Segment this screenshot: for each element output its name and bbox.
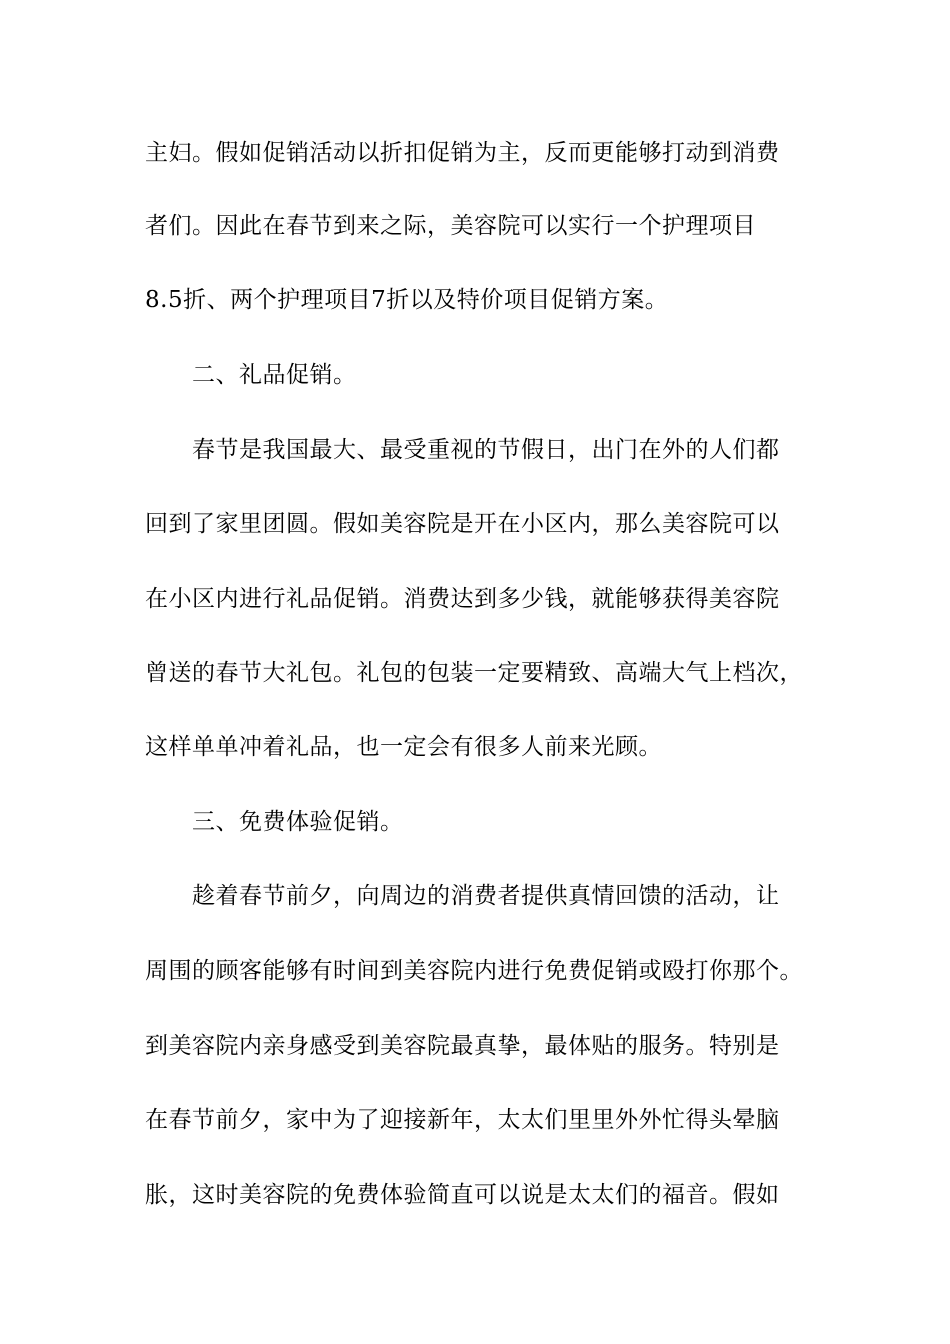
paragraph-line: 者们。因此在春节到来之际，美容院可以实行一个护理项目: [145, 213, 756, 239]
paragraph-line: 回到了家里团圆。假如美容院是开在小区内，那么美容院可以: [145, 511, 780, 537]
paragraph-line: 春节是我国最大、最受重视的节假日，出门在外的人们都: [192, 437, 780, 463]
paragraph-line: 趁着春节前夕，向周边的消费者提供真情回馈的活动，让: [192, 883, 780, 909]
paragraph-line: 到美容院内亲身感受到美容院最真挚，最体贴的服务。特别是: [145, 1033, 780, 1059]
paragraph-line: 胀，这时美容院的免费体验简直可以说是太太们的福音。假如: [145, 1182, 780, 1208]
paragraph-line: 8.5折、两个护理项目7折以及特价项目促销方案。: [145, 287, 669, 313]
section-heading: 二、礼品促销。: [192, 362, 357, 388]
paragraph-line: 主妇。假如促销活动以折扣促销为主，反而更能够打动到消费: [145, 140, 780, 166]
paragraph-line: 周围的顾客能够有时间到美容院内进行免费促销或殴打你那个。: [145, 958, 803, 984]
paragraph-line: 在春节前夕，家中为了迎接新年，太太们里里外外忙得头晕脑: [145, 1107, 780, 1133]
paragraph-line: 这样单单冲着礼品，也一定会有很多人前来光顾。: [145, 734, 662, 760]
section-heading: 三、免费体验促销。: [192, 809, 404, 835]
paragraph-line: 在小区内进行礼品促销。消费达到多少钱，就能够获得美容院: [145, 586, 780, 612]
paragraph-line: 曾送的春节大礼包。礼包的包装一定要精致、高端大气上档次，: [145, 660, 803, 686]
